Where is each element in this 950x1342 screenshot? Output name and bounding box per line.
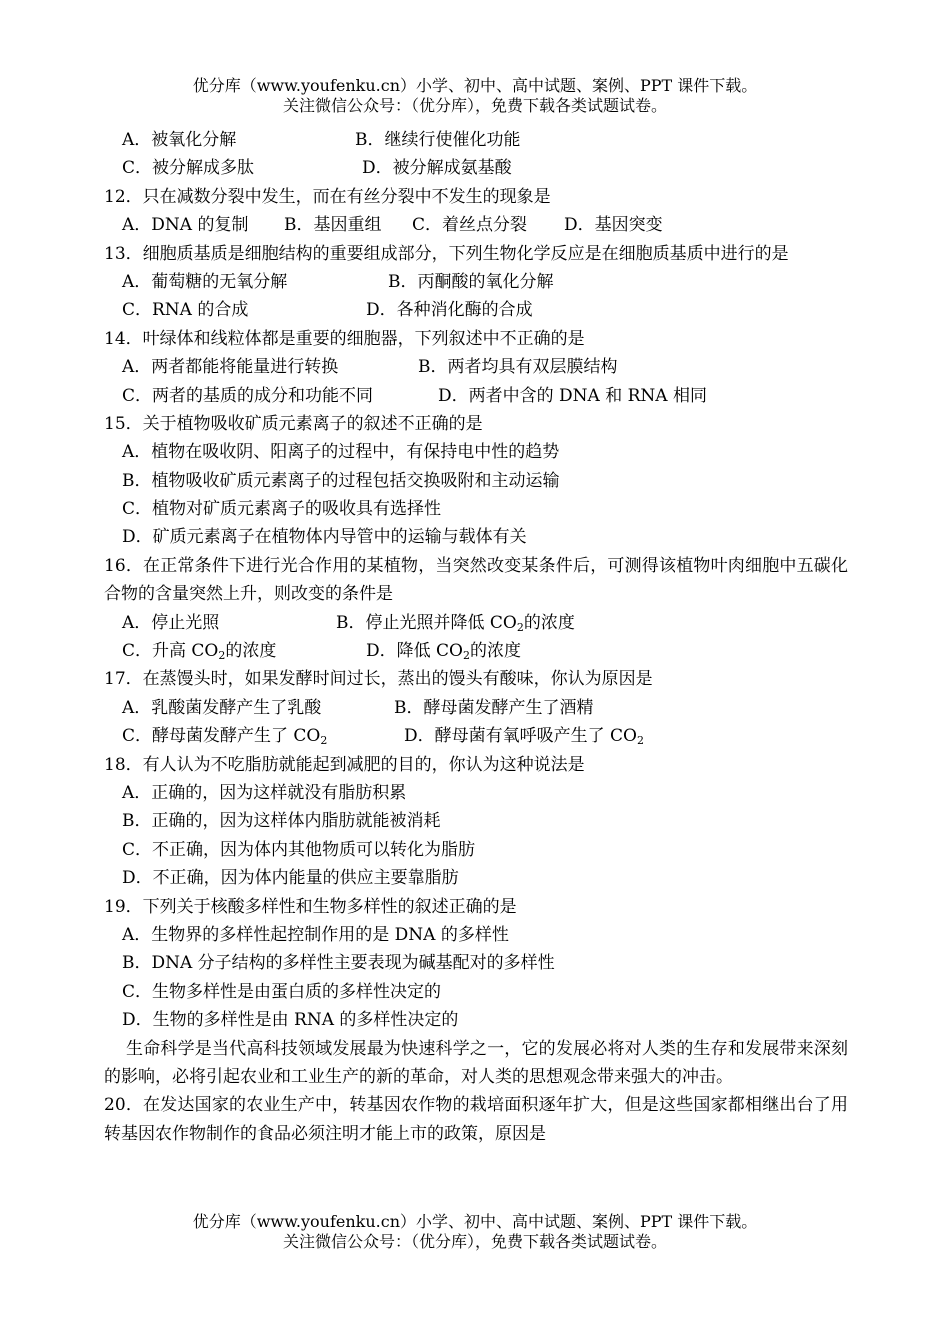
q17-option-b: B．酵母菌发酵产生了酒精: [394, 697, 594, 718]
q18-option-d: D．不正确，因为体内能量的供应主要靠脂肪: [122, 868, 459, 889]
q18-option-a: A．正确的，因为这样就没有脂肪积累: [122, 783, 407, 804]
q12-options: [104, 211, 848, 239]
q17-options-row-1: [104, 694, 848, 722]
q11-options-row-1: [104, 126, 848, 154]
q11-option-c: C．被分解成多肽: [122, 158, 255, 179]
q13-option-b: B．丙酮酸的氧化分解: [388, 271, 554, 292]
q12-option-d: D．基因突变: [564, 215, 663, 236]
q15-option-b: B．植物吸收矿质元素离子的过程包括交换吸附和主动运输: [122, 470, 560, 491]
q11-option-d: D．被分解成氨基酸: [362, 158, 512, 179]
subscript-2: 2: [218, 649, 226, 663]
question-content: [104, 126, 848, 1148]
q18-option-b: B．正确的，因为这样体内脂肪就能被消耗: [122, 811, 441, 832]
page-footer: [0, 1212, 950, 1252]
q17-option-a: A．乳酸菌发酵产生了乳酸: [122, 697, 322, 718]
q16-option-c-suffix: 的浓度: [225, 641, 277, 662]
q17-stem: 17．在蒸馒头时，如果发酵时间过长，蒸出的馒头有酸味，你认为原因是: [104, 669, 653, 690]
reading-passage: 生命科学是当代高科技领域发展最为快速科学之一，它的发展必将对人类的生存和发展带来深刻的影响，必将引起农业和工业生产的新的革命，对人类的思想观念带来强大的冲击。: [104, 1038, 848, 1087]
q11-option-b: B．继续行使催化功能: [355, 130, 521, 150]
q17-option-c-text: C．酵母菌发酵产生了 CO: [122, 726, 321, 747]
header-line-2: 关注微信公众号：（优分库），免费下载各类试题试卷。: [282, 96, 667, 115]
q16-option-d-suffix: 的浓度: [469, 641, 521, 662]
q17-option-d-text: D．酵母菌有氧呼吸产生了 CO: [404, 726, 637, 747]
q15-option-c: C．植物对矿质元素离子的吸收具有选择性: [122, 499, 442, 520]
q18-option-c: C．不正确，因为体内其他物质可以转化为脂肪: [122, 839, 476, 860]
q13-options-row-1: [104, 268, 848, 296]
q16-options-row-1: [104, 609, 848, 637]
q13-option-a: A．葡萄糖的无氧分解: [122, 271, 288, 292]
q16-option-c: [122, 637, 366, 665]
q14-stem: 14．叶绿体和线粒体都是重要的细胞器，下列叙述中不正确的是: [104, 328, 585, 349]
q14-option-b: B．两者均具有双层膜结构: [418, 357, 618, 378]
q16-stem: 16．在正常条件下进行光合作用的某植物，当突然改变某条件后，可测得该植物叶肉细胞中五碳化合物的含量突然上升，则改变的条件是: [104, 555, 848, 605]
q17-option-c: [122, 722, 404, 750]
q13-option-d: D．各种消化酶的合成: [366, 300, 533, 321]
header-line-1: 优分库（www.youfenku.cn）小学、初中、高中试题、案例、PPT 课件下载。: [192, 76, 758, 95]
q14-option-d: D．两者中含的 DNA 和 RNA 相同: [438, 385, 707, 406]
q14-options-row-1: [104, 353, 848, 381]
q16-option-d-text: D．降低 CO: [366, 641, 463, 662]
q16-option-b-text: B．停止光照并降低 CO: [336, 612, 517, 633]
q19-option-c: C．生物多样性是由蛋白质的多样性决定的: [122, 981, 442, 1002]
q19-option-a: A．生物界的多样性起控制作用的是 DNA 的多样性: [122, 924, 509, 945]
q14-options-row-2: [104, 382, 848, 410]
q17-option-d: [404, 722, 644, 750]
q19-option-d: D．生物的多样性是由 RNA 的多样性决定的: [122, 1010, 459, 1031]
q20-stem: 20．在发达国家的农业生产中，转基因农作物的栽培面积逐年扩大，但是这些国家都相继出台了用转基因农作物制作的食品必须注明才能上市的政策，原因是: [104, 1095, 848, 1144]
q16-option-d: [366, 637, 521, 665]
q16-option-b-suffix: 的浓度: [523, 612, 575, 633]
q18-stem: 18．有人认为不吃脂肪就能起到减肥的目的，你认为这种说法是: [104, 754, 585, 775]
q19-stem: 19．下列关于核酸多样性和生物多样性的叙述正确的是: [104, 896, 517, 917]
q12-option-b: B．基因重组: [284, 215, 382, 236]
subscript-2: 2: [320, 734, 328, 748]
q14-option-c: C．两者的基质的成分和功能不同: [122, 385, 374, 406]
q15-stem: 15．关于植物吸收矿质元素离子的叙述不正确的是: [104, 413, 483, 434]
q12-option-a: A．DNA 的复制: [122, 215, 249, 236]
subscript-2: 2: [462, 649, 470, 663]
page-header: [0, 76, 950, 116]
q15-option-d: D．矿质元素离子在植物体内导管中的运输与载体有关: [122, 527, 527, 548]
q11-options-row-2: [104, 154, 848, 182]
subscript-2: 2: [516, 620, 524, 634]
q12-stem: 12．只在减数分裂中发生，而在有丝分裂中不发生的现象是: [104, 186, 551, 207]
q16-option-b: [336, 609, 575, 637]
q14-option-a: A．两者都能将能量进行转换: [122, 357, 339, 378]
q15-option-a: A．植物在吸收阴、阳离子的过程中，有保持电中性的趋势: [122, 442, 560, 463]
subscript-2: 2: [636, 734, 644, 748]
q16-option-c-text: C．升高 CO: [122, 641, 219, 662]
q13-options-row-2: [104, 296, 848, 324]
q17-options-row-2: [104, 722, 848, 750]
q11-option-a: A．被氧化分解: [122, 130, 237, 150]
q19-option-b: B．DNA 分子结构的多样性主要表现为碱基配对的多样性: [122, 953, 555, 974]
q16-option-a: A．停止光照: [122, 612, 220, 633]
q12-option-c: C．着丝点分裂: [412, 215, 528, 236]
q13-stem: 13．细胞质基质是细胞结构的重要组成部分，下列生物化学反应是在细胞质基质中进行的是: [104, 243, 789, 264]
footer-line-1: 优分库（www.youfenku.cn）小学、初中、高中试题、案例、PPT 课件下载。: [192, 1212, 758, 1231]
q16-options-row-2: [104, 637, 848, 665]
q13-option-c: C．RNA 的合成: [122, 300, 249, 321]
footer-line-2: 关注微信公众号：（优分库），免费下载各类试题试卷。: [282, 1232, 667, 1251]
